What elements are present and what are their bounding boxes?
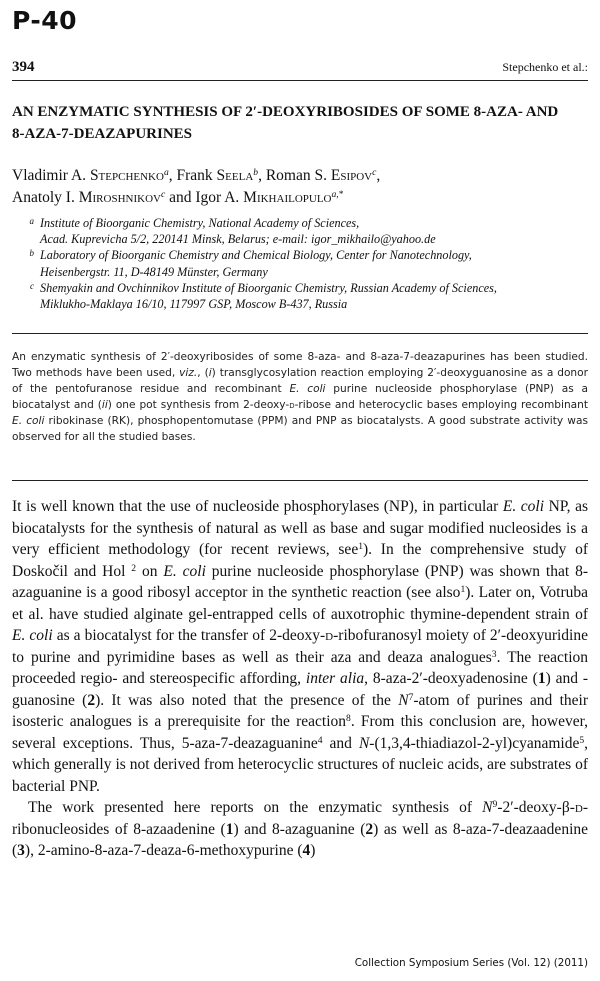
body-text — [12, 496, 588, 862]
author-list: Vladimir A. Stepchenko$^a$, Frank Seela$^b$, Roman S. Esipov$^c$, Anatoly I. Miroshnikov$^c$ and Igor A. Mikhailopulo$^{a,*}$ — [12, 167, 381, 206]
footer-series: Collection Symposium Series (Vol. 12) (2011) — [354, 957, 588, 969]
paragraph: The work presented here reports on the enzymatic synthesis of $N^9-2'-deoxy-\beta-d$-ribonucleosides of 8-azaadenine (1) and 8-azaguanine (2) as well as 8-aza-7-deazaadenine (3), 2-amino-8-aza-7-deaza-6-methoxypurine (4) — [12, 799, 589, 859]
abstract-top-rule — [12, 333, 588, 334]
paragraph: It is well known that the use of nucleoside phosphorylases (NP), in particular E. coli NP, as biocatalysts for the synthesis of natural as well as base and sugar modified nucleosides is a very efficient methodology (for recent reviews, see$^1$). In the comprehensive study of Doskočil and Hol $^2$ on E. coli purine nucleoside phosphorylase (PNP) was shown that 8-azaguanine is a good ribosyl acceptor in the synthetic reaction (see also$^1$). Later on, Votruba et al. have studied alginate gel-entrapped cells of auxotrophic thymine-dependent strain of E. coli as a biocatalyst for the transfer of 2-deoxy-d-ribofuranosyl moiety of 2′-deoxyuridine to purine and pyrimidine bases as well as their aza and deaza analogues$^3$. The reaction proceeded regio- and stereospecific affording, inter alia, 8-aza-2′-deoxyadenosine (1) and -guanosine (2). It was also noted that the presence of the $N^7$-atom of purines and their isosteric analogues is a prerequisite for the reaction$^8$. From this conclusion are, however, several exceptions. Thus, 5-aza-7-deazaguanine$^4$ and N-(1,3,4-thiadiazol-2-yl)cyanamide$^5$, which generally is not derived from heterocyclic structures of nucleic acids, are substrates of bacterial PNP. — [12, 498, 589, 795]
abstract: An enzymatic synthesis of 2′-deoxyribosides of some 8-aza- and 8-aza-7-deazapurines has been studied. Two methods have been used, viz., (i) transglycosylation reaction employing 2′-deoxyguanosine as a donor of the pentofuranose residue and recombinant E. coli purine nucleoside phosphorylase (PNP) as a biocatalyst and (ii) one pot synthesis from 2-deoxy-d-ribose and heterocyclic bases employing recombinant E. coli ribokinase (RK), phosphopentomutase (PPM) and PNP as biocatalysts. A good substrate activity was observed for all the studied bases. — [12, 351, 589, 443]
author: Vladimir A. Stepchenko$^a$ — [12, 167, 169, 184]
page-id: P-40 — [12, 6, 78, 35]
affiliation: c Shemyakin and Ovchinnikov Institute of Bioorganic Chemistry, Russian Academy of Sciences, Miklukho-Maklaya 16/10, 117997 GSP, Moscow B-437, Russia — [30, 280, 497, 312]
running-head — [12, 59, 588, 81]
author: Frank Seela$^b$ — [176, 167, 259, 184]
abstract-bottom-rule — [12, 480, 588, 481]
affiliation: a Institute of Bioorganic Chemistry, National Academy of Sciences, Acad. Kuprevicha 5/2, 220141 Minsk, Belarus; e-mail: igor_mikhailo@yahoo.de — [29, 216, 436, 247]
author: Anatoly I. Miroshnikov$^c$ — [12, 189, 166, 206]
running-author: Stepchenko et al.: — [502, 60, 588, 74]
affiliation: b Laboratory of Bioorganic Chemistry and Chemical Biology, Center for Nanotechnology, Heisenbergstr. 11, D-48149 Münster, Germany — [29, 248, 472, 279]
paper-title: AN ENZYMATIC SYNTHESIS OF 2′-DEOXYRIBOSIDES OF SOME 8-AZA- AND 8-AZA-7-DEAZAPURINES — [12, 104, 559, 142]
affiliations — [12, 215, 592, 312]
page-number: 394 — [12, 59, 35, 75]
author: Igor A. Mikhailopulo$^{a,*}$ — [195, 189, 344, 206]
author: Roman S. Esipov$^c$ — [265, 167, 377, 184]
